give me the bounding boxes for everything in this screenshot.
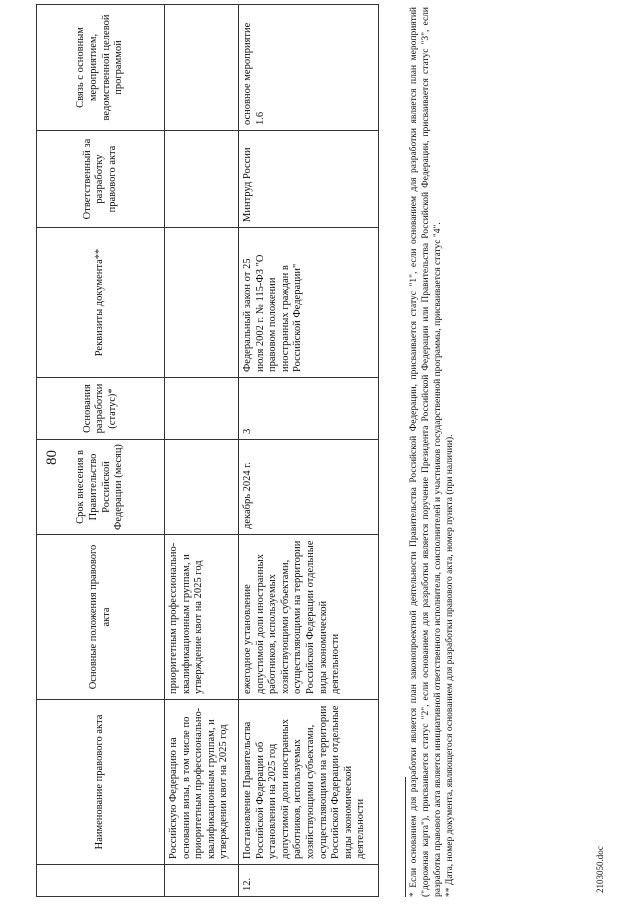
row-provisions: ежегодное установление допустимой доли иностранных работников, используемых хозяйствующими субъектами, осуществляющими на территории Российской Федерации отдельные виды экономической деятельности	[239, 535, 379, 700]
footnotes	[405, 7, 457, 897]
header-program-link: Связь с основным мероприятием, ведомственной целевой программой	[37, 5, 165, 131]
header-deadline: Срок внесения в Правительство Российской Федерации (месяц)	[37, 440, 165, 535]
footnote-separator	[405, 777, 406, 897]
footnote-requisites: ** Дата, номер документа, являющегося основанием для разработки правового акта, номер пункта (при наличии).	[444, 434, 455, 897]
row-responsible: Минтруд России	[239, 131, 379, 228]
row-status: 3	[239, 378, 379, 440]
row-deadline: декабрь 2024 г.	[239, 440, 379, 535]
row-act-name: Российскую Федерацию на основании визы, в том числе по приоритетным профессионально-квалификационным группам, и утверждении квот на 2025 год	[165, 700, 239, 865]
header-provisions: Основные положения правового акта	[37, 535, 165, 700]
row-program-link: основное мероприятие 1.6	[239, 5, 379, 131]
table-row	[239, 5, 379, 897]
header-act-name: Наименование правового акта	[37, 700, 165, 865]
table-row	[165, 5, 239, 897]
row-number	[165, 865, 239, 897]
row-program-link	[165, 5, 239, 131]
row-requisites: Федеральный закон от 25 июля 2002 г. № 115-ФЗ "О правовом положении иностранных граждан в Российской Федерации"	[239, 228, 379, 378]
document-reference: 2103050.doc	[595, 846, 605, 893]
row-number: 12.	[239, 865, 379, 897]
page-number: 80	[44, 450, 60, 465]
header-number	[37, 865, 165, 897]
header-requisites: Реквизиты документа**	[37, 228, 165, 378]
row-provisions: приоритетным профессионально-квалификационным группам, и утверждение квот на 2025 год	[165, 535, 239, 700]
table-header-row	[37, 5, 165, 897]
row-requisites	[165, 228, 239, 378]
header-responsible: Ответственный за разработку правового акта	[37, 131, 165, 228]
row-status	[165, 378, 239, 440]
header-status: Основания разработки (статус)*	[37, 378, 165, 440]
row-act-name: Постановление Правительства Российской Федерации об установлении на 2025 год допустимой доли иностранных работников, используемых хозяйствующими субъектами, осуществляющими на территории Российской Федерации отдельные виды экономической деятельности	[239, 700, 379, 865]
row-deadline	[165, 440, 239, 535]
footnote-status: * Если основанием для разработки является план законопроектной деятельности Правительства Российской Федерации, присваивается статус "1", если основанием для разработки является план мероприятий ("дорожная карта"), присваивается статус "2", если основанием для разработки является поручение Президента Российской Федерации или Правительства Российской Федерации, присваивается статус "3", если разработка правового акта является инициативной ответственного исполнителя, соисполнителей и участников государственной программы, присваивается статус "4".	[409, 7, 443, 897]
legal-acts-table	[36, 4, 379, 897]
row-responsible	[165, 131, 239, 228]
